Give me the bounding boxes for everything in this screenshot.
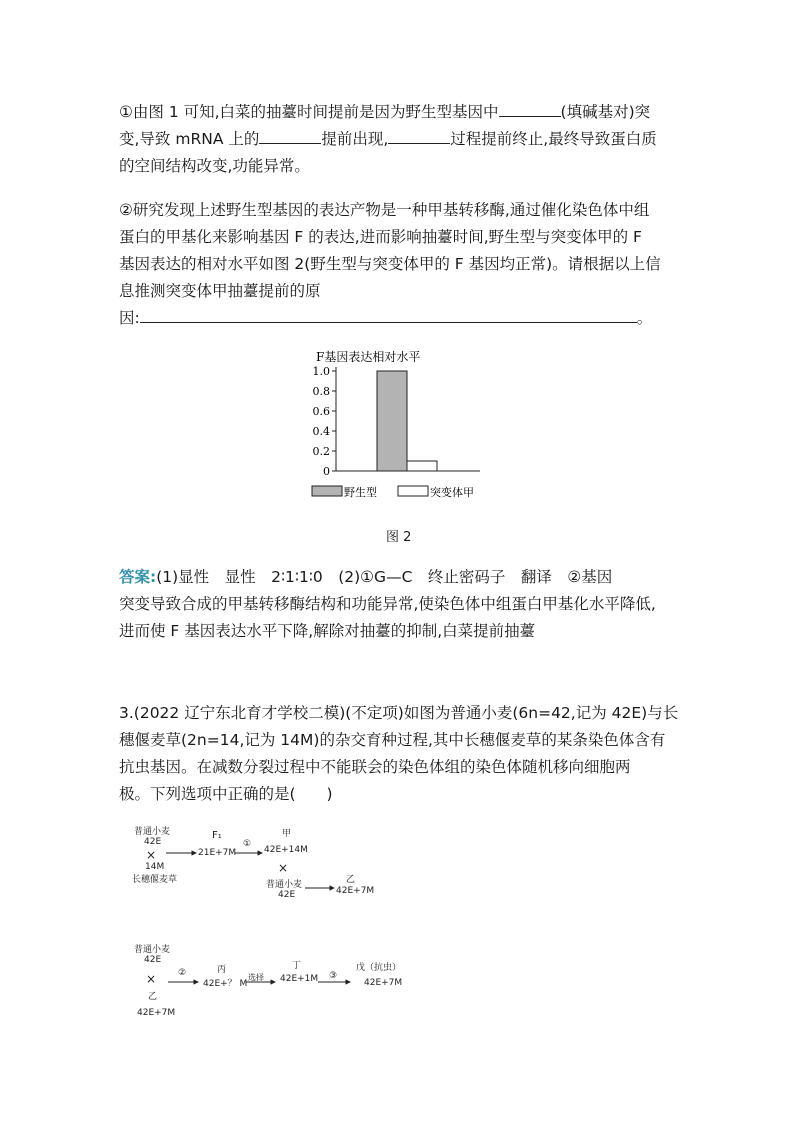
- y-tick-label: 1.0: [312, 365, 330, 378]
- breeding-diagram-1: [120, 822, 420, 912]
- answer-block: [119, 564, 679, 645]
- d2-step2: ②: [178, 968, 187, 978]
- d1-f1-label: F₁: [212, 830, 222, 841]
- legend-swatch: [312, 486, 342, 496]
- part1-text-b: (填碱基对)突: [560, 103, 651, 121]
- y-tick-label: 0: [323, 465, 330, 478]
- part1-line3: 的空间结构改变,功能异常。: [119, 157, 310, 175]
- d1-wheat-label: 普通小麦: [134, 827, 171, 837]
- d2-wu-label: 戊（抗虫）: [356, 963, 402, 973]
- question-part2: [119, 197, 679, 332]
- d2-wheat-genome: 42E: [144, 955, 162, 965]
- chart-title: F基因表达相对水平: [316, 350, 421, 364]
- bar-wild-type: [377, 371, 407, 471]
- legend-label: 野生型: [344, 486, 377, 499]
- answer-text-1: (1)显性 显性 2∶1∶1∶0 (2)①G—C 终止密码子 翻译 ②基因: [156, 568, 613, 586]
- y-tick-label: 0.8: [312, 385, 330, 398]
- d1-jia-label: 甲: [282, 829, 292, 839]
- d2-select-label: 选择: [248, 973, 264, 982]
- part1-line2: [119, 126, 679, 153]
- blank-process: [388, 126, 450, 144]
- y-tick-label: 0.2: [312, 445, 330, 458]
- d1-wheat2-genome: 42E: [278, 890, 296, 900]
- f-gene-expression-chart: [300, 345, 500, 505]
- legend-swatch: [398, 486, 428, 496]
- d1-cross-symbol-2: ×: [278, 861, 289, 875]
- d1-f1-genome: 21E+7M: [198, 848, 237, 858]
- part2-line1: ②研究发现上述野生型基因的表达产物是一种甲基转移酶,通过催化染色体中组: [119, 201, 650, 219]
- q3-line2: 穗偃麦草(2n=14,记为 14M)的杂交育种过程,其中长穗偃麦草的某条染色体含有: [119, 731, 666, 749]
- q3-line3: 抗虫基因。在减数分裂过程中不能联会的染色体组的染色体随机移向细胞两: [119, 758, 631, 776]
- d2-wu-genome: 42E+7M: [364, 978, 403, 988]
- d1-rye-label: 长穗偃麦草: [132, 875, 178, 885]
- chart-legend: [312, 485, 474, 499]
- q3-line1: 3.(2022 辽宁东北育才学校二模)(不定项)如图为普通小麦(6n=42,记为 42E)与长: [119, 704, 679, 722]
- answer-line3: 进而使 F 基因表达水平下降,解除对抽薹的抑制,白菜提前抽薹: [119, 622, 536, 640]
- q3-line4: 极。下列选项中正确的是( ): [119, 785, 333, 803]
- part2-line5: [119, 305, 679, 332]
- part2-line3: 基因表达的相对水平如图 2(野生型与突变体甲的 F 基因均正常)。请根据以上信: [119, 255, 661, 273]
- d1-yi-label: 乙: [346, 875, 356, 885]
- d2-cross-symbol: ×: [146, 972, 157, 986]
- d1-cross-symbol: ×: [146, 848, 157, 862]
- part2-period: 。: [636, 309, 653, 327]
- part1-text-e: 过程提前终止,最终导致蛋白质: [450, 130, 657, 148]
- question-part1: [119, 99, 679, 180]
- chart-bars: [377, 371, 437, 471]
- part1-line1: [119, 99, 679, 126]
- blank-codon: [259, 126, 321, 144]
- d1-arrows: [120, 822, 420, 912]
- breeding-diagram-2: [120, 938, 420, 1028]
- d1-wheat-genome: 42E: [144, 837, 162, 847]
- part1-text-c: 变,导致 mRNA 上的: [119, 130, 260, 148]
- answer-line2: 突变导致合成的甲基转移酶结构和功能异常,使染色体中组蛋白甲基化水平降低,: [119, 595, 656, 613]
- question-3: [119, 700, 679, 808]
- part1-text-d: 提前出现,: [321, 130, 389, 148]
- d2-bing-genome: 42E+？ M: [203, 979, 248, 989]
- d2-ding-label: 丁: [292, 961, 302, 971]
- d2-arrows: [120, 938, 420, 1028]
- d1-jia-genome: 42E+14M: [264, 845, 308, 855]
- d2-yi-label: 乙: [148, 992, 158, 1002]
- d1-step1: ①: [243, 839, 252, 849]
- legend-label: 突变体甲: [430, 486, 474, 499]
- blank-base-pair: [499, 99, 561, 117]
- answer-line1: [119, 564, 679, 591]
- part2-line2: 蛋白的甲基化来影响基因 F 的表达,进而影响抽薹时间,野生型与突变体甲的 F: [119, 228, 642, 246]
- d1-yi-genome: 42E+7M: [336, 886, 375, 896]
- d2-yi-genome: 42E+7M: [137, 1008, 176, 1018]
- blank-reason: [140, 305, 637, 323]
- part2-line4: 息推测突变体甲抽薹提前的原: [119, 282, 321, 300]
- part1-text-a: ①由图 1 可知,白菜的抽薹时间提前是因为野生型基因中: [119, 103, 499, 121]
- bar-mutant-jia: [407, 461, 437, 471]
- y-tick-label: 0.6: [312, 405, 330, 418]
- figure-caption: 图 2: [386, 530, 412, 545]
- d1-wheat2-label: 普通小麦: [266, 880, 303, 890]
- part2-reason-label: 因:: [119, 309, 140, 327]
- answer-label: 答案:: [119, 568, 157, 586]
- d2-wheat-label: 普通小麦: [134, 945, 171, 955]
- d1-rye-genome: 14M: [145, 862, 165, 872]
- d2-step3: ③: [329, 971, 338, 981]
- d2-bing-label: 丙: [217, 965, 227, 975]
- y-tick-label: 0.4: [312, 425, 330, 438]
- d2-ding-genome: 42E+1M: [280, 974, 319, 984]
